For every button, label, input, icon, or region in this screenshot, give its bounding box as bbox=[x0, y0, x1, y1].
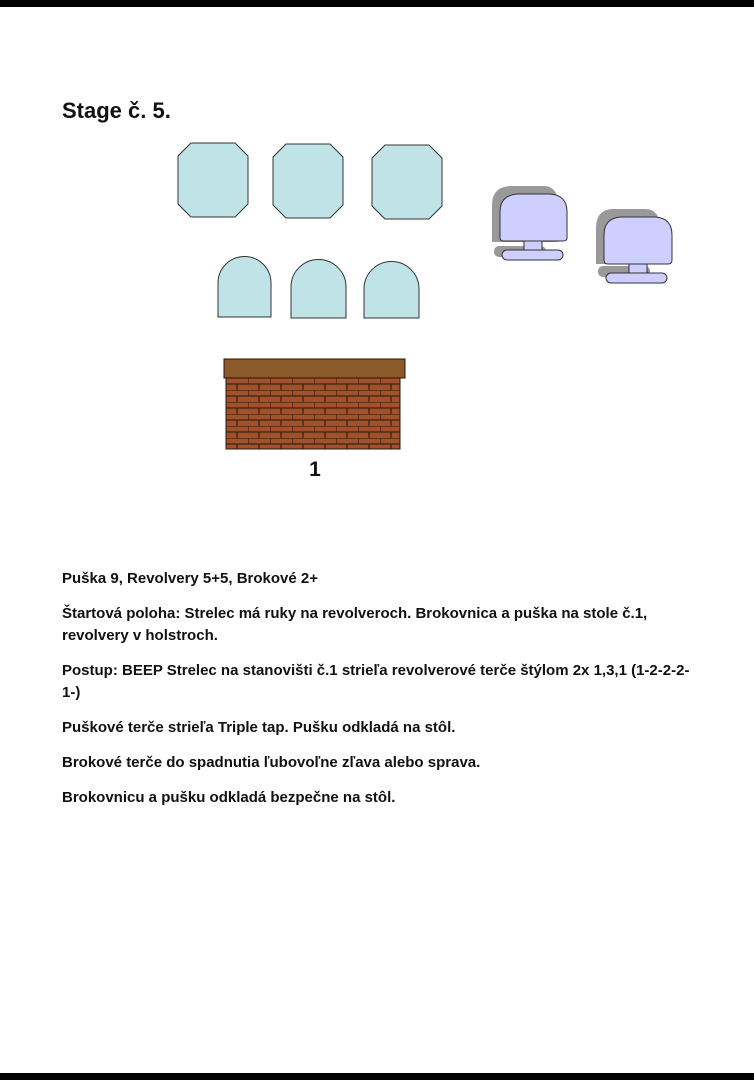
rifle-target-2 bbox=[291, 260, 346, 319]
ammo-paragraph: Puška 9, Revolvery 5+5, Brokové 2+ bbox=[62, 570, 318, 587]
revolver-target-3 bbox=[372, 145, 442, 219]
rifle-target-1 bbox=[218, 257, 271, 318]
shotgun-paragraph: Brokové terče do spadnutia ľubovoľne zľava alebo sprava. bbox=[62, 754, 481, 771]
shotgun-target-2 bbox=[596, 209, 672, 283]
revolver-target-1 bbox=[178, 143, 248, 217]
procedure-paragraph: Postup: BEEP Strelec na stanovišti č.1 strieľa revolverové terče štýlom 2x 1,3,1 (1-2-2-2-1-) bbox=[62, 662, 690, 701]
rifle-paragraph: Puškové terče strieľa Triple tap. Pušku odkladá na stôl. bbox=[62, 719, 456, 736]
rifle-target-3 bbox=[364, 262, 419, 319]
start-position-paragraph: Štartová poloha: Strelec má ruky na revolveroch. Brokovnica a puška na stole č.1, revolvery v holstroch. bbox=[62, 605, 648, 644]
stage-description bbox=[62, 568, 702, 822]
stage-diagram bbox=[0, 0, 754, 500]
stage-title: Stage č. 5. bbox=[62, 98, 171, 123]
bottom-border bbox=[0, 1073, 754, 1080]
shotgun-target-1 bbox=[492, 186, 567, 260]
station-label: 1 bbox=[309, 458, 321, 481]
finish-paragraph: Brokovnicu a pušku odkladá bezpečne na stôl. bbox=[62, 789, 396, 806]
barricade-table bbox=[224, 359, 405, 449]
revolver-target-2 bbox=[273, 144, 343, 218]
